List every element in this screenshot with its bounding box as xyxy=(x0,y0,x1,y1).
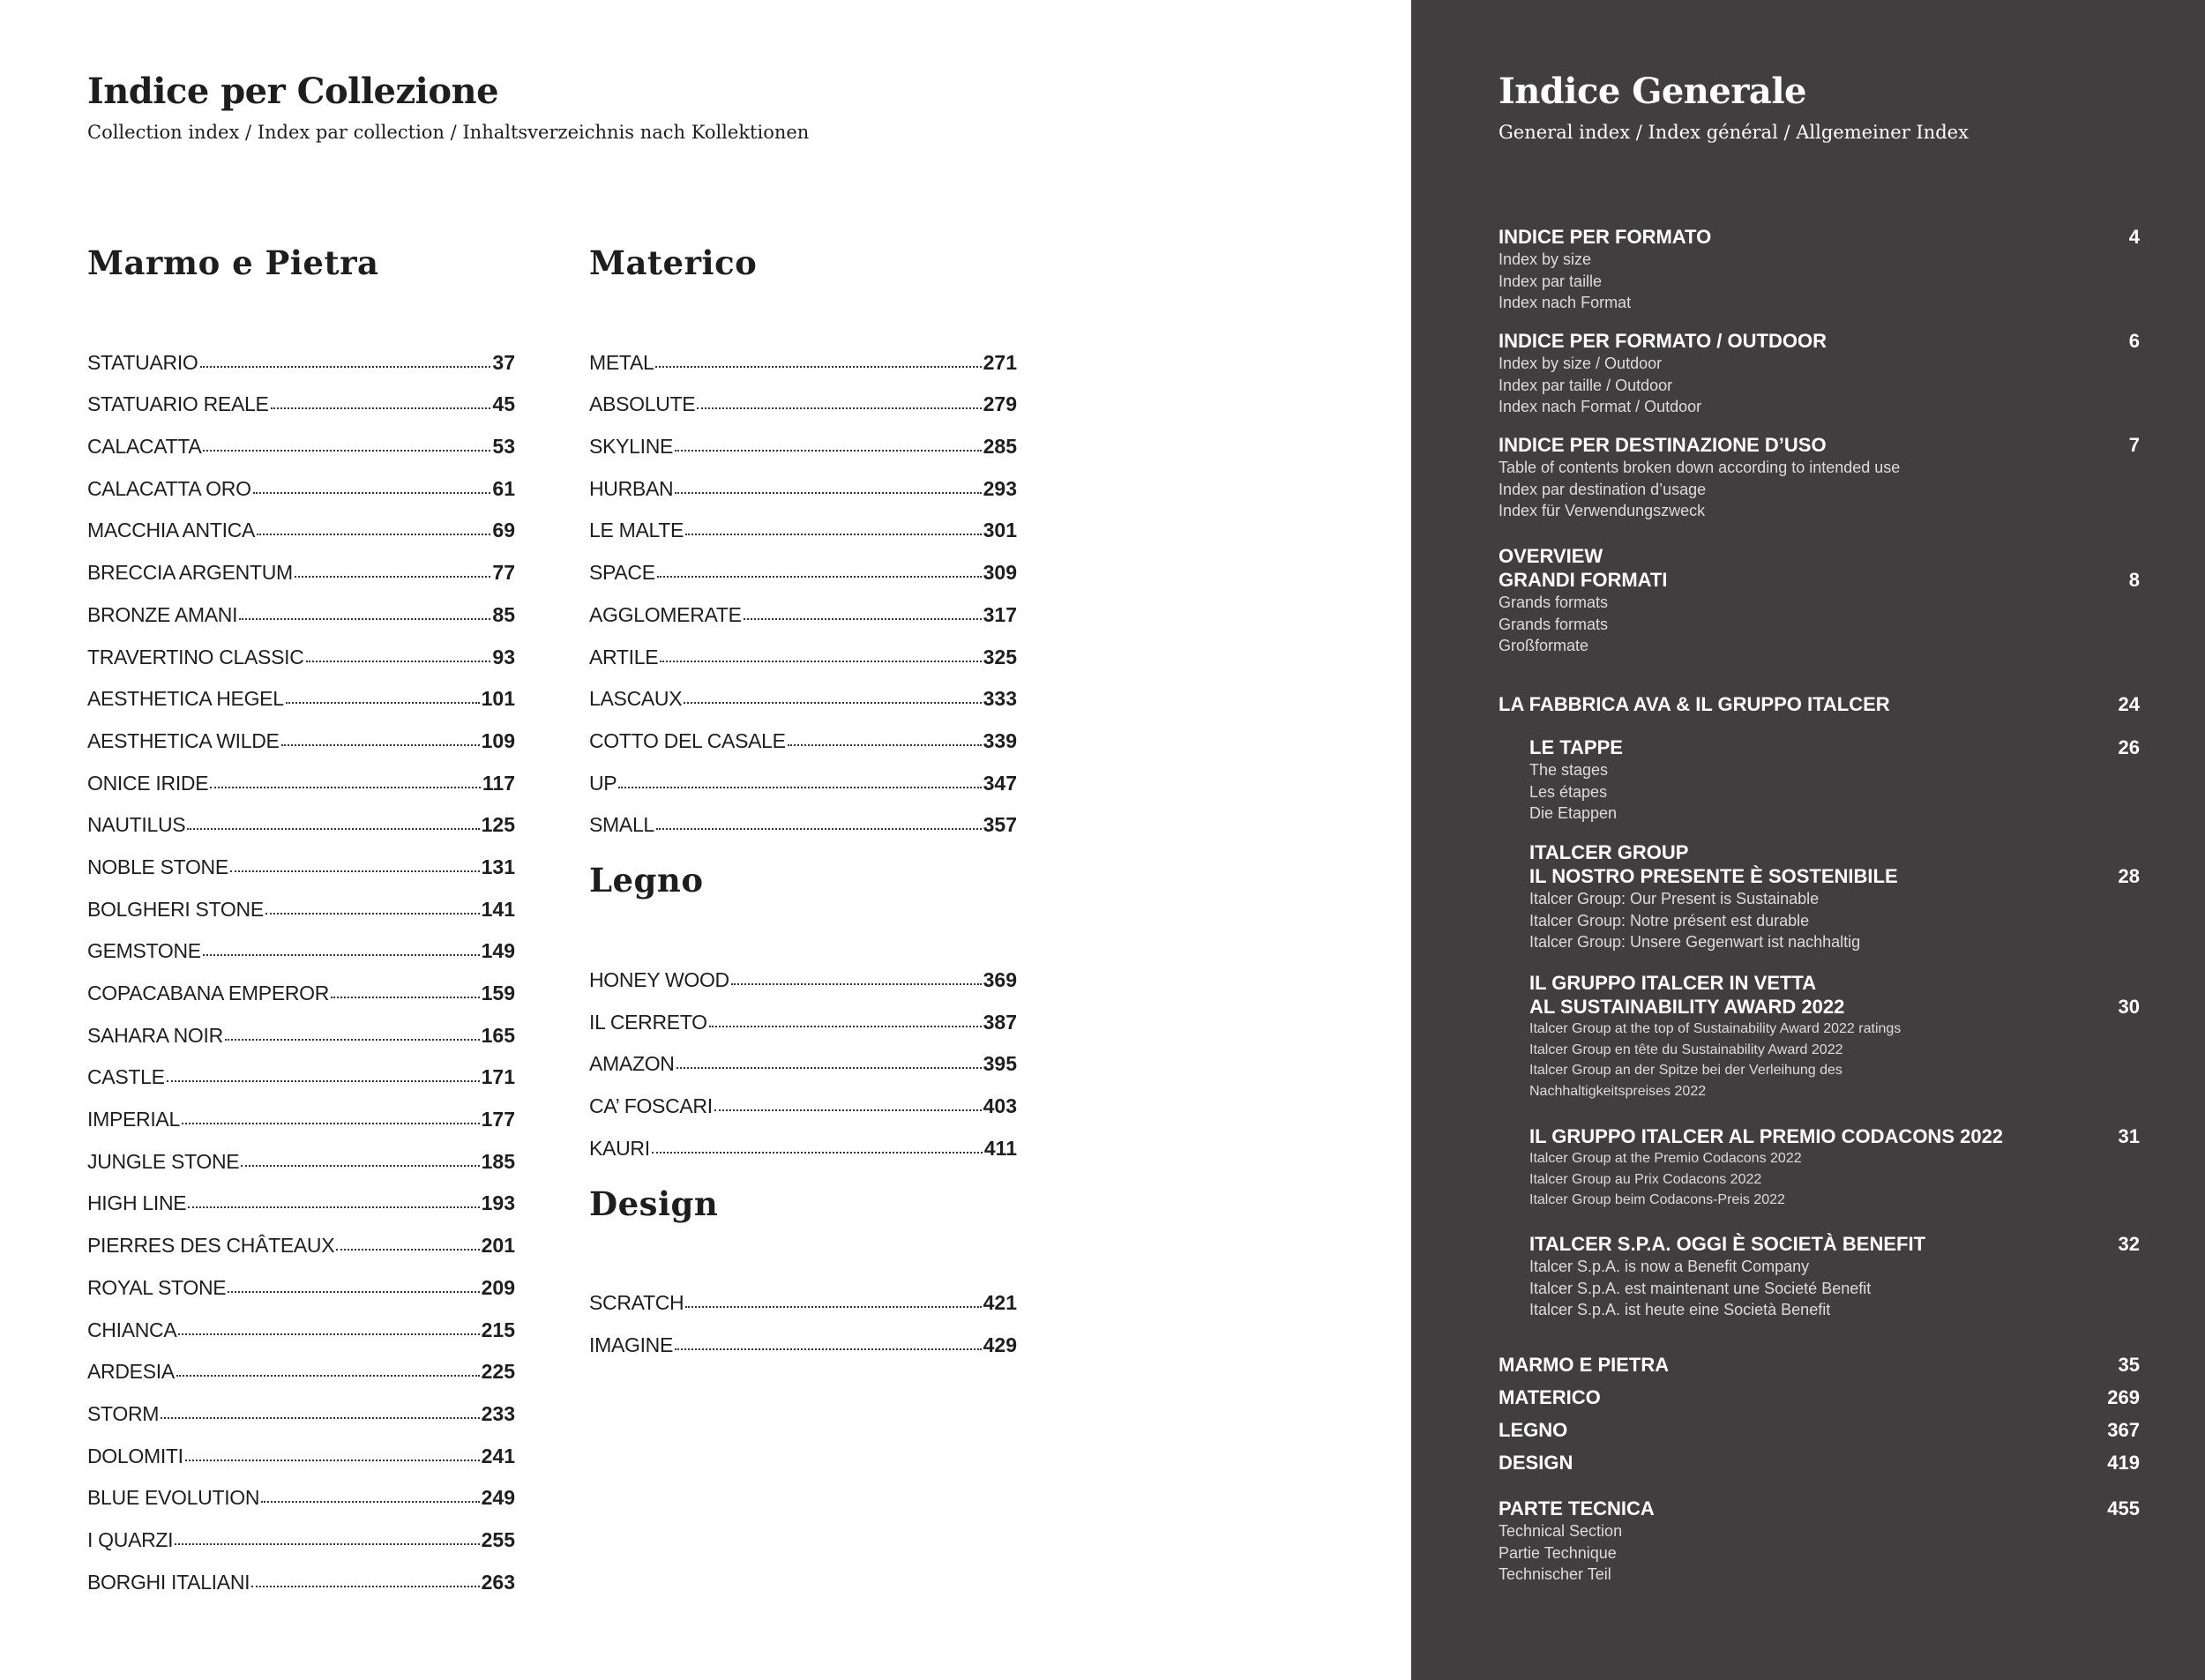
item-page-number: 32 xyxy=(2118,1233,2140,1255)
page-title: Indice Generale xyxy=(1499,71,1806,112)
item-subtitle: Grands formats xyxy=(1499,594,1609,611)
general-index-item xyxy=(1499,433,2140,522)
dot-leader xyxy=(655,366,981,368)
entry-page: 411 xyxy=(983,1136,1017,1160)
index-entry xyxy=(589,711,1017,753)
entry-name: HIGH LINE xyxy=(87,1191,187,1215)
entry-page: 209 xyxy=(481,1275,515,1299)
item-subtitle: Index by size / Outdoor xyxy=(1499,355,1663,372)
entry-name: CALACATTA ORO xyxy=(87,476,251,500)
entry-list xyxy=(87,332,515,1594)
item-page-number: 28 xyxy=(2118,865,2140,887)
entry-page: 403 xyxy=(983,1094,1017,1117)
collections-right-column xyxy=(589,240,1017,1357)
dot-leader xyxy=(652,1152,983,1154)
entry-page: 93 xyxy=(492,645,515,668)
index-entry xyxy=(87,542,515,585)
general-index-item xyxy=(1529,840,2140,953)
dot-leader xyxy=(203,450,490,452)
dot-leader xyxy=(188,1206,479,1208)
dot-leader xyxy=(618,787,981,788)
index-entry xyxy=(589,459,1017,501)
entry-name: SCRATCH xyxy=(589,1291,684,1315)
dot-leader xyxy=(228,1291,479,1293)
entry-name: BOLGHERI STONE xyxy=(87,897,264,921)
entry-page: 225 xyxy=(481,1360,515,1384)
item-page-number: 30 xyxy=(2118,996,2140,1018)
entry-name: KAURI xyxy=(589,1136,650,1160)
entry-name: ARDESIA xyxy=(87,1360,175,1384)
general-index-item xyxy=(1529,971,2140,1101)
index-entry xyxy=(87,416,515,459)
index-entry xyxy=(87,795,515,838)
dot-leader xyxy=(253,492,491,494)
dot-leader xyxy=(261,1501,479,1503)
dot-leader xyxy=(697,407,981,409)
item-page-number: 4 xyxy=(2128,226,2140,248)
item-heading: MARMO E PIETRA xyxy=(1499,1354,1670,1376)
item-page-number: 35 xyxy=(2118,1354,2140,1376)
entry-page: 131 xyxy=(481,855,515,878)
index-entry xyxy=(87,837,515,879)
entry-page: 171 xyxy=(481,1065,515,1089)
item-heading: AL SUSTAINABILITY AWARD 2022 xyxy=(1529,996,1845,1018)
dot-leader xyxy=(675,492,981,494)
entry-name: ROYAL STONE xyxy=(87,1275,227,1299)
index-entry xyxy=(87,1300,515,1342)
dot-leader xyxy=(203,954,480,956)
entry-page: 125 xyxy=(481,813,515,837)
index-entry xyxy=(87,1258,515,1300)
dot-leader xyxy=(788,744,982,746)
section-title: Legno xyxy=(589,861,704,900)
item-page-number: 419 xyxy=(2107,1452,2140,1474)
item-page-number: 455 xyxy=(2107,1497,2140,1519)
index-entry xyxy=(589,332,1017,375)
item-subtitle: Index par destination d’usage xyxy=(1499,480,1707,498)
item-subtitle: Italcer S.p.A. is now a Benefit Company xyxy=(1529,1258,1810,1275)
item-subtitle: Index nach Format xyxy=(1499,294,1632,311)
index-entry xyxy=(87,1131,515,1174)
entry-name: COPACABANA EMPEROR xyxy=(87,982,330,1004)
entry-name: I QUARZI xyxy=(87,1527,174,1551)
entry-page: 215 xyxy=(481,1318,515,1341)
item-subtitle: Index für Verwendungszweck xyxy=(1499,502,1706,519)
item-subtitle: Italcer Group: Our Present is Sustainable xyxy=(1529,890,1820,907)
item-heading: MATERICO xyxy=(1499,1386,1601,1408)
dot-leader xyxy=(167,1080,480,1082)
item-heading: DESIGN xyxy=(1499,1452,1573,1474)
entry-page: 279 xyxy=(983,392,1017,416)
dot-leader xyxy=(336,1249,479,1251)
general-index-panel xyxy=(1411,0,2205,1680)
dot-leader xyxy=(182,1123,480,1124)
item-subtitle: Italcer Group au Prix Codacons 2022 xyxy=(1529,1171,1762,1187)
item-subtitle: Die Etappen xyxy=(1529,804,1618,822)
entry-page: 325 xyxy=(983,645,1017,668)
dot-leader xyxy=(684,702,981,704)
entry-page: 293 xyxy=(983,476,1017,500)
entry-page: 421 xyxy=(983,1291,1017,1315)
item-subtitle: Index par taille / Outdoor xyxy=(1499,376,1673,394)
entry-name: STORM xyxy=(87,1401,160,1425)
general-index-item xyxy=(1529,1232,2140,1321)
entry-page: 53 xyxy=(492,435,515,459)
entry-name: SKYLINE xyxy=(589,435,674,459)
item-subtitle: Table of contents broken down according to intended use xyxy=(1499,459,1901,476)
dot-leader xyxy=(709,1026,982,1027)
item-heading: INDICE PER FORMATO / OUTDOOR xyxy=(1499,330,1827,352)
entry-page: 177 xyxy=(481,1108,515,1131)
index-entry xyxy=(87,1468,515,1511)
dot-leader xyxy=(230,870,480,872)
entry-name: SAHARA NOIR xyxy=(87,1023,223,1047)
index-entry xyxy=(589,1273,1017,1316)
dot-leader xyxy=(281,744,480,746)
dot-leader xyxy=(241,1165,479,1167)
entry-page: 387 xyxy=(983,1010,1017,1034)
entry-name: IMPERIAL xyxy=(87,1108,180,1131)
general-index-item xyxy=(1499,1353,2140,1377)
dot-leader xyxy=(286,702,480,704)
entry-page: 333 xyxy=(983,687,1017,711)
dot-leader xyxy=(178,1333,479,1335)
entry-name: STATUARIO REALE xyxy=(87,392,269,416)
item-page-number: 8 xyxy=(2128,569,2140,591)
index-entry xyxy=(87,1215,515,1258)
dot-leader xyxy=(731,983,982,985)
general-index-item xyxy=(1499,1418,2140,1442)
item-heading: OVERVIEW xyxy=(1499,545,1603,567)
entry-page: 61 xyxy=(492,476,515,500)
entry-name: HURBAN xyxy=(589,476,674,500)
item-subtitle: Italcer Group: Notre présent est durable xyxy=(1529,911,1810,930)
dot-leader xyxy=(331,997,480,998)
entry-page: 271 xyxy=(983,350,1017,374)
general-index-item xyxy=(1529,1124,2140,1211)
item-subtitle: Italcer Group beim Codacons-Preis 2022 xyxy=(1529,1192,1785,1207)
index-entry xyxy=(589,416,1017,459)
entry-page: 241 xyxy=(481,1444,515,1467)
item-heading: GRANDI FORMATI xyxy=(1499,569,1668,591)
entry-page: 249 xyxy=(481,1486,515,1510)
item-page-number: 269 xyxy=(2107,1386,2140,1408)
dot-leader xyxy=(660,661,981,662)
entry-page: 255 xyxy=(481,1527,515,1551)
entry-name: MACCHIA ANTICA xyxy=(87,519,256,542)
entry-page: 317 xyxy=(983,602,1017,626)
index-entry xyxy=(87,585,515,627)
section-title: Marmo e Pietra xyxy=(87,243,379,282)
item-heading: INDICE PER FORMATO xyxy=(1499,226,1712,248)
entry-name: ABSOLUTE xyxy=(589,392,696,416)
item-subtitle: Italcer Group en tête du Sustainability Award 2022 xyxy=(1529,1042,1843,1057)
entry-page: 193 xyxy=(481,1191,515,1215)
entry-name: IL CERRETO xyxy=(589,1010,707,1034)
entry-name: PIERRES DES CHÂTEAUX xyxy=(87,1234,335,1258)
entry-name: STATUARIO xyxy=(87,350,198,374)
item-subtitle: Les étapes xyxy=(1529,782,1608,801)
general-index-item xyxy=(1499,1451,2140,1475)
index-entry xyxy=(589,542,1017,585)
entry-page: 369 xyxy=(983,967,1017,991)
entry-page: 109 xyxy=(481,728,515,752)
entry-name: CHIANCA xyxy=(87,1318,177,1341)
index-entry xyxy=(87,1089,515,1131)
entry-page: 347 xyxy=(983,771,1017,795)
entry-page: 141 xyxy=(481,897,515,921)
index-entry xyxy=(589,1118,1017,1161)
entry-name: AESTHETICA HEGEL xyxy=(87,687,284,711)
general-index-item xyxy=(1499,329,2140,418)
entry-page: 37 xyxy=(492,350,515,374)
item-subtitle: Großformate xyxy=(1499,637,1589,654)
index-entry xyxy=(589,1034,1017,1077)
dot-leader xyxy=(161,1417,479,1419)
entry-page: 339 xyxy=(983,728,1017,752)
entry-name: HONEY WOOD xyxy=(589,967,729,991)
item-heading: PARTE TECNICA xyxy=(1499,1497,1655,1519)
index-entry xyxy=(589,950,1017,992)
dot-leader xyxy=(744,618,982,620)
entry-page: 117 xyxy=(482,771,515,795)
index-entry xyxy=(589,669,1017,712)
entry-page: 263 xyxy=(481,1570,515,1594)
page-title: Indice per Collezione xyxy=(87,71,499,112)
item-heading: ITALCER S.P.A. OGGI È SOCIETÀ BENEFIT xyxy=(1529,1233,1926,1255)
index-entry xyxy=(589,1076,1017,1118)
entry-name: CA’ FOSCARI xyxy=(589,1094,713,1117)
entry-name: IMAGINE xyxy=(589,1333,674,1357)
item-page-number: 26 xyxy=(2118,736,2140,758)
item-heading: LA FABBRICA AVA & IL GRUPPO ITALCER xyxy=(1499,693,1890,715)
dot-leader xyxy=(176,1375,480,1377)
entry-name: BLUE EVOLUTION xyxy=(87,1486,260,1510)
item-page-number: 7 xyxy=(2128,434,2140,456)
dot-leader xyxy=(175,1543,479,1545)
entry-page: 85 xyxy=(492,602,515,626)
dot-leader xyxy=(676,1067,982,1069)
entry-page: 149 xyxy=(481,939,515,963)
entry-name: AESTHETICA WILDE xyxy=(87,728,280,752)
item-heading: LE TAPPE xyxy=(1529,736,1623,758)
dot-leader xyxy=(306,661,491,662)
item-subtitle: Italcer Group at the top of Sustainability Award 2022 ratings xyxy=(1529,1021,1902,1036)
entry-page: 77 xyxy=(492,561,515,585)
section-legno xyxy=(589,857,1017,1160)
item-subtitle: Index nach Format / Outdoor xyxy=(1499,398,1702,415)
item-subtitle: Italcer Group at the Premio Codacons 2022 xyxy=(1529,1151,1802,1166)
general-index-item xyxy=(1499,1385,2140,1409)
entry-name: GEMSTONE xyxy=(87,939,201,963)
entry-name: TRAVERTINO CLASSIC xyxy=(87,645,304,668)
entry-page: 165 xyxy=(481,1023,515,1047)
index-entry xyxy=(87,753,515,795)
entry-name: SMALL xyxy=(589,813,654,837)
dot-leader xyxy=(271,407,491,409)
entry-list xyxy=(589,1273,1017,1357)
entry-page: 357 xyxy=(983,813,1017,837)
entry-name: BORGHI ITALIANI xyxy=(87,1570,250,1594)
entry-name: AGGLOMERATE xyxy=(589,602,742,626)
item-subtitle: Nachhaltigkeitspreises 2022 xyxy=(1529,1083,1707,1099)
item-subtitle: Italcer Group: Unsere Gegenwart ist nachhaltig xyxy=(1529,933,1861,951)
dot-leader xyxy=(685,1306,981,1308)
item-heading: ITALCER GROUP xyxy=(1529,841,1689,863)
entry-page: 285 xyxy=(983,435,1017,459)
entry-name: ARTILE xyxy=(589,645,659,668)
section-design xyxy=(589,1181,1017,1357)
general-index-item xyxy=(1499,225,2140,314)
index-entry xyxy=(589,501,1017,543)
general-index-item xyxy=(1529,735,2140,825)
item-subtitle: Index by size xyxy=(1499,250,1592,268)
item-heading: LEGNO xyxy=(1499,1419,1568,1441)
dot-leader xyxy=(675,450,982,452)
entry-name: LE MALTE xyxy=(589,519,684,542)
entry-name: CALACATTA xyxy=(87,435,202,459)
entry-list xyxy=(589,332,1017,837)
page-subtitle: General index / Index général / Allgemeiner Index xyxy=(1499,122,1969,143)
entry-name: LASCAUX xyxy=(589,687,683,711)
dot-leader xyxy=(187,828,479,830)
entry-name: METAL xyxy=(589,350,654,374)
item-subtitle: Grands formats xyxy=(1499,615,1609,633)
entry-name: UP xyxy=(589,771,617,795)
page-subtitle: Collection index / Index par collection / Inhaltsverzeichnis nach Kollektionen xyxy=(87,122,810,143)
entry-page: 101 xyxy=(481,687,515,711)
entry-page: 395 xyxy=(983,1052,1017,1076)
entry-name: COTTO DEL CASALE xyxy=(589,728,786,752)
entry-name: NOBLE STONE xyxy=(87,855,228,878)
entry-name: JUNGLE STONE xyxy=(87,1149,240,1173)
dot-leader xyxy=(257,534,490,535)
dot-leader xyxy=(239,618,490,620)
index-entry xyxy=(87,459,515,501)
dot-leader xyxy=(714,1109,982,1111)
entry-page: 69 xyxy=(492,519,515,542)
index-entry xyxy=(87,332,515,375)
entry-name: BRONZE AMANI xyxy=(87,602,238,626)
item-page-number: 6 xyxy=(2128,330,2140,352)
dot-leader xyxy=(657,576,982,578)
index-entry xyxy=(87,1048,515,1090)
index-entry xyxy=(589,795,1017,838)
dot-leader xyxy=(685,534,982,535)
dot-leader xyxy=(210,787,481,788)
index-entry xyxy=(87,922,515,964)
index-entry xyxy=(87,1384,515,1426)
item-page-number: 367 xyxy=(2107,1419,2140,1441)
dot-leader xyxy=(675,1348,982,1350)
item-subtitle: Technischer Teil xyxy=(1499,1565,1611,1583)
dot-leader xyxy=(251,1586,479,1587)
entry-page: 301 xyxy=(983,519,1017,542)
index-entry xyxy=(87,879,515,922)
index-entry xyxy=(87,1342,515,1385)
index-entry xyxy=(87,963,515,1005)
general-index-item xyxy=(1499,544,2140,657)
entry-page: 185 xyxy=(481,1149,515,1173)
index-entry xyxy=(87,1174,515,1216)
general-index-item xyxy=(1499,1497,2140,1586)
entry-list xyxy=(589,950,1017,1160)
index-entry xyxy=(87,1510,515,1552)
section-materico xyxy=(589,240,1017,837)
index-entry xyxy=(589,992,1017,1034)
entry-name: NAUTILUS xyxy=(87,813,186,837)
dot-leader xyxy=(265,913,480,915)
dot-leader xyxy=(200,366,491,368)
entry-name: SPACE xyxy=(589,561,655,585)
index-entry xyxy=(87,711,515,753)
item-page-number: 31 xyxy=(2118,1125,2140,1147)
item-subtitle: The stages xyxy=(1529,761,1609,779)
item-page-number: 24 xyxy=(2118,693,2140,715)
index-entry xyxy=(87,669,515,712)
item-subtitle: Partie Technique xyxy=(1499,1543,1617,1562)
dot-leader xyxy=(656,828,982,830)
entry-page: 201 xyxy=(481,1234,515,1258)
index-entry xyxy=(87,501,515,543)
index-entry xyxy=(87,627,515,669)
index-entry xyxy=(589,585,1017,627)
entry-name: AMAZON xyxy=(589,1052,675,1076)
entry-page: 159 xyxy=(481,982,515,1004)
index-entry xyxy=(87,1426,515,1468)
entry-page: 309 xyxy=(983,561,1017,585)
index-entry xyxy=(589,627,1017,669)
section-title: Materico xyxy=(589,243,758,282)
item-heading: IL GRUPPO ITALCER AL PREMIO CODACONS 2022 xyxy=(1529,1125,2004,1147)
general-index-item xyxy=(1499,692,2140,716)
dot-leader xyxy=(295,576,491,578)
index-entry xyxy=(589,753,1017,795)
item-subtitle: Technical Section xyxy=(1499,1522,1623,1540)
item-subtitle: Italcer Group an der Spitze bei der Verleihung des xyxy=(1529,1063,1842,1078)
entry-page: 233 xyxy=(481,1401,515,1425)
item-subtitle: Italcer S.p.A. est maintenant une Societé Benefit xyxy=(1529,1279,1872,1297)
item-heading: IL GRUPPO ITALCER IN VETTA xyxy=(1529,972,1817,994)
item-subtitle: Italcer S.p.A. ist heute eine Società Benefit xyxy=(1529,1301,1831,1318)
index-entry xyxy=(589,1315,1017,1357)
entry-name: DOLOMITI xyxy=(87,1444,183,1467)
entry-name: ONICE IRIDE xyxy=(87,771,209,795)
item-heading: IL NOSTRO PRESENTE È SOSTENIBILE xyxy=(1529,865,1898,887)
entry-name: CASTLE xyxy=(87,1065,165,1089)
index-entry xyxy=(589,375,1017,417)
entry-name: BRECCIA ARGENTUM xyxy=(87,561,293,585)
index-entry xyxy=(87,1005,515,1048)
entry-page: 429 xyxy=(983,1333,1017,1357)
item-subtitle: Index par taille xyxy=(1499,272,1603,290)
section-marmo-e-pietra xyxy=(87,240,515,1594)
index-entry xyxy=(87,1552,515,1594)
dot-leader xyxy=(185,1460,480,1461)
entry-page: 45 xyxy=(492,392,515,416)
section-title: Design xyxy=(589,1183,719,1223)
index-entry xyxy=(87,375,515,417)
item-heading: INDICE PER DESTINAZIONE D’USO xyxy=(1499,434,1827,456)
dot-leader xyxy=(225,1039,480,1041)
